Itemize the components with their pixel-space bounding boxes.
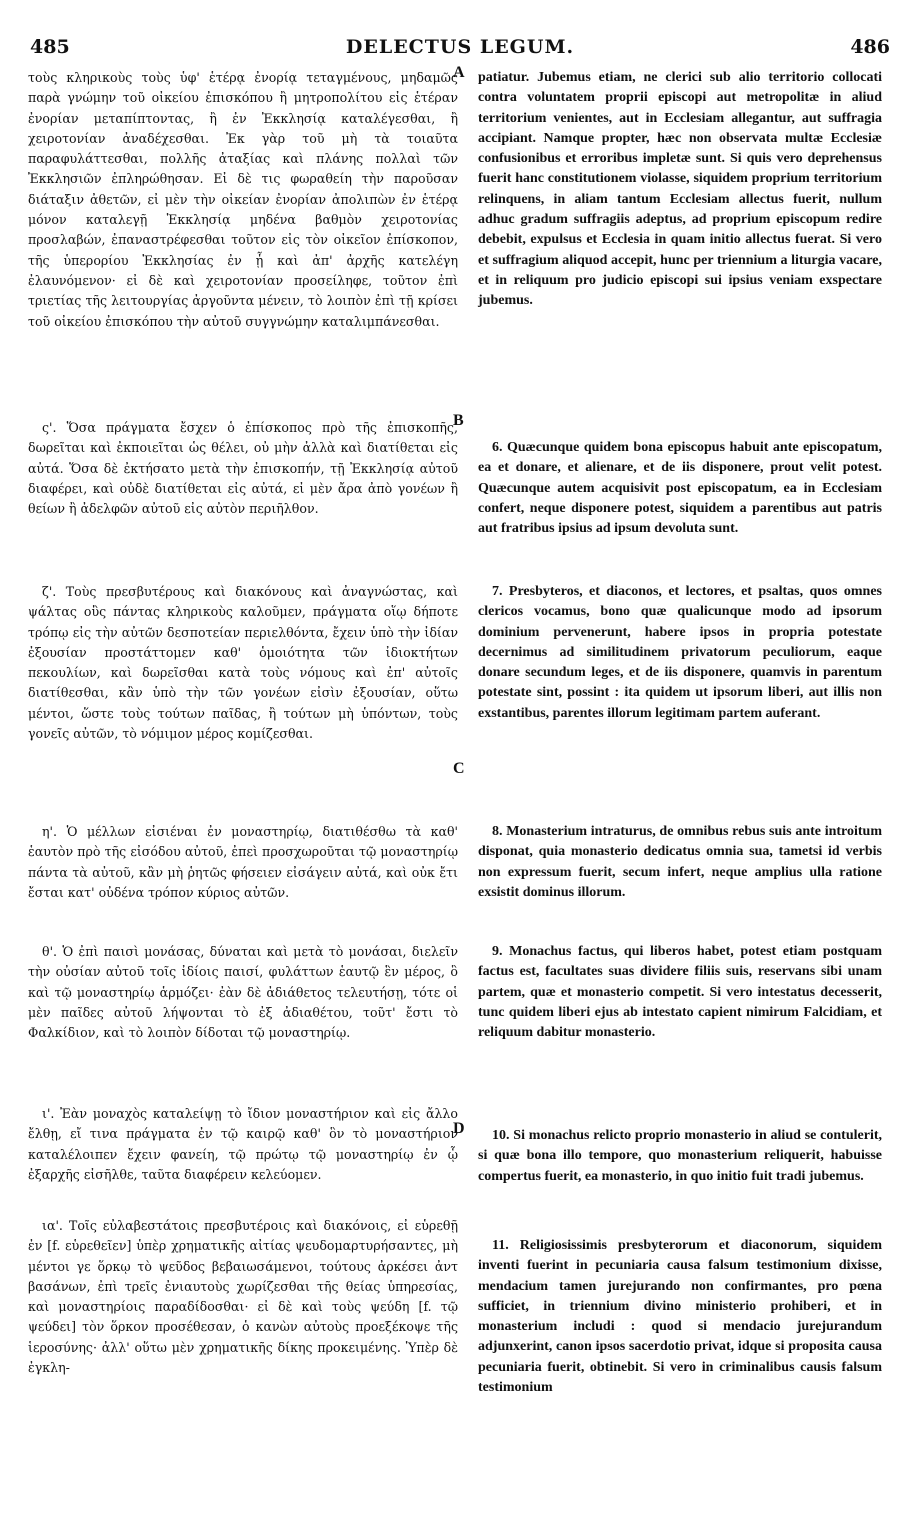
latin-paragraph-10: 10. Si monachus relicto proprio monasterio in aliud se contulerit, si quæ bona illo tempore, quo monasterium reliquerit, habuisse compertus fuerit, ea monasterio, in quo initio fuit tradi jubemus. bbox=[478, 1128, 882, 1184]
margin-marker-a: A bbox=[453, 64, 465, 81]
latin-paragraph-11: 11. Religiosissimis presbyterorum et diaconorum, siquidem inventi fuerint in pecuniaria causa falsum testimonium dixisse, mendacium tamen jurejurando non confirmantes, pro pœna sufficiet, in triennium divino ministerio prohiberi, et in monasterium includi : quod si mendacio jurejurandum adjunxerint, canon ipsos sacerdotio privat, idque si proposita causa pecuniaria fuerit, obtinebit. Si vero in criminalibus causis falsum testimonium bbox=[478, 1238, 882, 1396]
latin-paragraph-8: 8. Monasterium intraturus, de omnibus rebus suis ante introitum disponat, quia monasterio dedicatus omnia sua, tametsi id verbis non expressum fuerit, secum infert, neque amplius ulla ratione exsistit dominus illorum. bbox=[478, 824, 882, 900]
greek-paragraph-10: ι'. Ἐὰν μοναχὸς καταλείψῃ τὸ ἴδιον μοναστήριον καὶ εἰς ἄλλο ἔλθῃ, εἴ τινα πράγματα ἐν τῷ καιρῷ καθ' ὃν τὸ μοναστήριον καταλέλοιπεν ἔχειν φανείη, τῷ πρώτῳ τῷ μοναστηρίῳ ἐν ᾧ ἐξαρχῆς εἰσῆλθε, ταῦτα διαφέρειν κελεύομεν. bbox=[28, 1106, 458, 1182]
latin-paragraph-7: 7. Presbyteros, et diaconos, et lectores, et psaltas, quos omnes clericos vocamus, bono quæ qualicunque modo ad ipsorum dominium pervenerunt, habere ipsos in propria potestate decernimus ad similitudinem privatorum peculiorum, eaque donare secundum leges, et de iis disponere, quamvis in parentum potestate sint, possint : ita quidem ut ipsorum liberi, aut illis non exstantibus, parentes illorum legitimam partem auferant. bbox=[478, 584, 882, 721]
latin-paragraph-5: patiatur. Jubemus etiam, ne clerici sub alio territorio collocati contra voluntatem proprii episcopi aut metropolitæ in aliud territorium venientes, aut in Ecclesiam allegantur, aut suffragia accipiant. Namque propter, hæc non observata multæ Ecclesiæ confusionibus et erroribus impletæ sunt. Si quis vero deprehensus fuerit hanc constitutionem violasse, siquidem proprium territorium relinquens, in aliam tantum Ecclesiam allectus fuerit, nullum adhuc gradum suffragiis adeptus, ad proprium episcopum redire debebit, expulsus et Ecclesia in quam initio allectus fuerat. Si vero et suffragium aliquod accepit, hunc per triennium a liturgia vacare, et in reliquum pro judicio episcopi sui ipsius veniam exspectare jubemus. bbox=[478, 70, 882, 309]
greek-paragraph-7: ζ'. Τοὺς πρεσβυτέρους καὶ διακόνους καὶ ἀναγνώστας, καὶ ψάλτας οὓς πάντας κληρικοὺς καλοῦμεν, πράγματα οἵῳ δήποτε τρόπῳ εἰς τὴν αὐτῶν δεσποτείαν περιελθόντα, ἔχειν ὑπὸ τὴν ἰδίαν ἐξουσίαν προστάττομεν καθ' ὁμοιότητα τῶν ἰδιοκτήτων πεκουλίων, καὶ δωρεῖσθαι κατὰ τοὺς νόμους καὶ ἐπ' αὐτοῖς διατίθεσθαι, κἂν ὑπὸ τὴν τῶν γονέων εἰσὶν ἐξουσίαν, οὕτω μέντοι, ὥστε τοὺς τούτων παῖδας, ἢ τούτων μὴ ὑπόντων, τοὺς γονεῖς αὐτῶν, τὸ νόμιμον μέρος κομίζεσθαι. bbox=[28, 584, 458, 742]
latin-paragraph-6: 6. Quæcunque quidem bona episcopus habuit ante episcopatum, ea et donare, et alienare, et de iis disponere, prout velit potest. Quæcunque autem acquisivit post episcopatum, ea in Ecclesiam confert, neque disponere potest, siquidem a parentibus aut patris aut fratribus ipsius ad ipsum devoluta sunt. bbox=[478, 440, 882, 537]
page-header bbox=[30, 36, 890, 66]
greek-paragraph-5: τοὺς κληρικοὺς τοὺς ὑφ' ἑτέρᾳ ἐνορίᾳ τεταγμένους, μηδαμῶς παρὰ γνώμην τοῦ οἰκείου ἐπισκόπου ἢ μητροπολίτου εἰς ἑτέραν ἐνορίαν μεταπίπτοντας, ἢ ἐν Ἐκκλησίᾳ καταλέγεσθαι, ἢ χειροτονίαν ἀναδέχεσθαι. Ἐκ γὰρ τοῦ μὴ τὰ τοιαῦτα παραφυλάττεσθαι, πολλῆς ἀταξίας καὶ πλάνης πολλαὶ τῶν Ἐκκλησιῶν ἐπληρώθησαν. Εἰ δὲ τις φωραθείη τὴν παροῦσαν διάταξιν ἀθετῶν, εἰ μὲν τὴν οἰκείαν ἐνορίαν ἀπολιπὼν ἐν ἑτέρᾳ μόνον καταλεγῇ Ἐκκλησίᾳ μηδένα βαθμὸν χειροτονίας προσλαβών, ἐπαναστρέφεσθαι τοῦτον εἰς τὸν οἰκεῖον ἐπίσκοπον, τῆς ὑπερορίου Ἐκκλησίας ἐν ᾗ καὶ ἀπ' ἀρχῆς κατελέγη ἐλαυνόμενον· εἰ δὲ καὶ χειροτονίαν προσείληφε, τοῦτον ἐπὶ τριετίας τῆς λειτουργίας ἀργοῦντα μένειν, τὸ λοιπὸν ἐπὶ τῇ κρίσει τοῦ οἰκείου ἐπισκόπου τὴν αὐτοῦ συγγνώμην καταλιμπάνεσθαι. bbox=[28, 70, 458, 329]
latin-column bbox=[478, 64, 882, 1534]
latin-paragraph-9: 9. Monachus factus, qui liberos habet, potest etiam postquam factus est, facultates suas dividere filiis suis, reservans sibi unam partem, quæ et monasterio competit. Si vero intestatus decesserit, tunc quidem liberi ejus ab intestato capient nimirum Falcidiam, et reliquum dabitur monasterio. bbox=[478, 944, 882, 1041]
running-title: DELECTUS LEGUM. bbox=[345, 36, 575, 58]
margin-marker-c: C bbox=[453, 760, 465, 777]
page-number-left: 485 bbox=[30, 36, 70, 58]
greek-paragraph-11: ια'. Τοῖς εὐλαβεστάτοις πρεσβυτέροις καὶ διακόνοις, εἰ εὑρεθῇ ἐν [f. εὑρεθεῖεν] ὑπὲρ χρηματικῆς αἰτίας ψευδομαρτυρήσαντες, μὴ μέντοι γε ὅρκῳ τὸ ψεῦδος βεβαιωσάμενοι, τούτους ἀρκέσει ἀντ βασάνων, ἐπὶ τρεῖς ἐνιαυτοὺς χωρίζεσθαι τῆς θείας ὑπηρεσίας, καὶ μοναστηρίοις παραδίδοσθαι· εἰ δὲ καὶ τοὺς ψεύδη [f. τῷ ψεύδει] τὸν ὅρκον προσέθεσαν, ὁ κανὼν αὐτοὺς προεξέκοψε τῆς ἱεροσύνης· ἀλλ' οὕτω μὲν χρηματικῆς δίκης προκειμένης. Ὑπὲρ δὲ ἐγκλη- bbox=[28, 1218, 458, 1376]
greek-paragraph-6: ς'. Ὅσα πράγματα ἔσχεν ὁ ἐπίσκοπος πρὸ τῆς ἐπισκοπῆς, δωρεῖται καὶ ἐκποιεῖται ὡς θέλει, οὐ μὴν ἀλλὰ καὶ διατίθεται εἰς αὐτά. Ὅσα δὲ ἐκτήσατο μετὰ τὴν ἐπισκοπήν, τῇ Ἐκκλησίᾳ αὐτοῦ διαφέρει, καὶ οὐδὲ διατίθεται εἰς αὐτά, εἰ μὲν ἄρα ἀπὸ γονέων ἢ θείων ἢ ἀδελφῶν αὐτοῦ εἰς αὐτὸν περιῆλθον. bbox=[28, 420, 458, 517]
greek-column bbox=[28, 64, 458, 1534]
margin-marker-d: D bbox=[453, 1120, 465, 1137]
margin-marker-b: B bbox=[453, 412, 464, 429]
page-number-right: 486 bbox=[850, 36, 890, 58]
greek-paragraph-8: η'. Ὁ μέλλων εἰσιέναι ἐν μοναστηρίῳ, διατιθέσθω τὰ καθ' ἑαυτὸν πρὸ τῆς εἰσόδου αὐτοῦ, ἐπεὶ προσχωροῦται τῷ μοναστηρίῳ πάντα τὰ αὐτοῦ, κἂν μὴ ῥητῶς φήσειεν εἰσάγειν αὐτά, καὶ οὐκ ἔτι ἔσται κατ' οὐδένα τρόπον κύριος αὐτῶν. bbox=[28, 824, 458, 900]
greek-paragraph-9: θ'. Ὁ ἐπὶ παισὶ μονάσας, δύναται καὶ μετὰ τὸ μονάσαι, διελεῖν τὴν οὐσίαν αὐτοῦ τοῖς ἰδίοις παισί, φυλάττων ἑαυτῷ ἓν μέρος, ὃ καὶ τῷ μοναστηρίῳ ἁρμόζει· ἐὰν δὲ ἀδιάθετος τελευτήσῃ, τότε οἱ μὲν παῖδες αὐτοῦ λήψονται τὸ ἐξ ἀδιαθέτου, τοῦτ' ἔστι τὸ Φαλκίδιον, καὶ τὸ λοιπὸν δίδοται τῷ μοναστηρίῳ. bbox=[28, 944, 458, 1041]
